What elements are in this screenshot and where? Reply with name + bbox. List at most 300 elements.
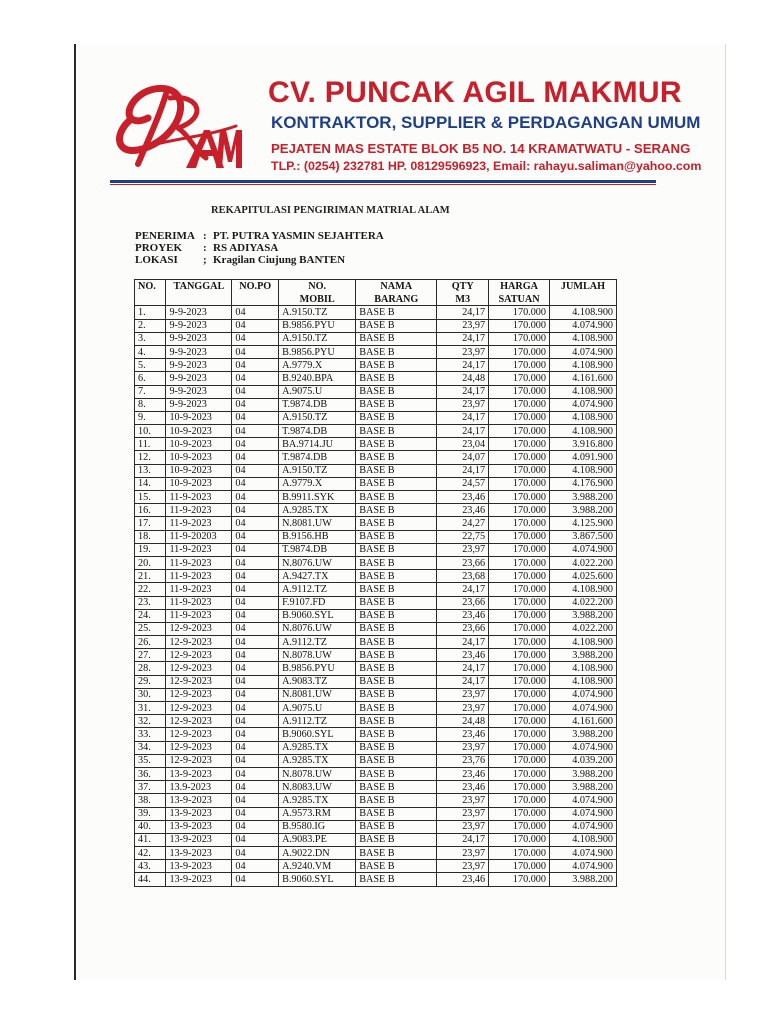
cell-no: 17.: [135, 517, 166, 530]
cell-no-mobil: B.9240.BPA: [279, 372, 356, 385]
header-nama-barang: NAMA: [356, 280, 437, 293]
header-tanggal-sub: [166, 293, 232, 306]
cell-harga: 170.000: [489, 372, 550, 385]
cell-tanggal: 10-9-2023: [166, 438, 232, 451]
cell-qty: 23,97: [437, 398, 489, 411]
cell-harga: 170.000: [489, 873, 550, 886]
cell-nama-barang: BASE B: [356, 767, 437, 780]
cell-qty: 24,17: [437, 385, 489, 398]
cell-harga: 170.000: [489, 794, 550, 807]
cell-tanggal: 13-9-2023: [166, 860, 232, 873]
cell-no-po: 04: [232, 807, 279, 820]
cell-qty: 23,76: [437, 754, 489, 767]
cell-no: 11.: [135, 438, 166, 451]
cell-qty: 24,17: [437, 636, 489, 649]
cell-nama-barang: BASE B: [356, 820, 437, 833]
cell-qty: 23,46: [437, 873, 489, 886]
cell-jumlah: 3.988.200: [549, 728, 616, 741]
cell-no: 10.: [135, 425, 166, 438]
table-row: [135, 451, 617, 464]
cell-jumlah: 4.108.900: [549, 675, 616, 688]
cell-jumlah: 4.074.900: [549, 398, 616, 411]
cell-no-mobil: N.8081.UW: [279, 688, 356, 701]
cell-qty: 23,97: [437, 847, 489, 860]
cell-harga: 170.000: [489, 332, 550, 345]
table-row: [135, 741, 617, 754]
table-row: [135, 464, 617, 477]
cell-no-po: 04: [232, 781, 279, 794]
cell-nama-barang: BASE B: [356, 411, 437, 424]
cell-no-mobil: N.8078.UW: [279, 649, 356, 662]
cell-qty: 23,66: [437, 622, 489, 635]
table-row: [135, 359, 617, 372]
company-tagline: KONTRAKTOR, SUPPLIER & PERDAGANGAN UMUM: [271, 113, 701, 132]
table-row: [135, 728, 617, 741]
table-row: [135, 622, 617, 635]
cell-jumlah: 4.074.900: [549, 820, 616, 833]
cell-no-po: 04: [232, 583, 279, 596]
cell-nama-barang: BASE B: [356, 860, 437, 873]
cell-tanggal: 12-9-2023: [166, 622, 232, 635]
cell-tanggal: 13-9-2023: [166, 807, 232, 820]
cell-qty: 23,68: [437, 570, 489, 583]
cell-tanggal: 9-9-2023: [166, 345, 232, 358]
cell-tanggal: 11-9-2023: [166, 583, 232, 596]
cell-jumlah: 4.176.900: [549, 477, 616, 490]
cell-tanggal: 10-9-2023: [166, 477, 232, 490]
cell-qty: 23,97: [437, 741, 489, 754]
cell-tanggal: 11-9-2023: [166, 543, 232, 556]
cell-qty: 24,17: [437, 464, 489, 477]
cell-tanggal: 12-9-2023: [166, 741, 232, 754]
table-row: [135, 609, 617, 622]
cell-jumlah: 3.988.200: [549, 873, 616, 886]
cell-tanggal: 12-9-2023: [166, 715, 232, 728]
cell-jumlah: 3.988.200: [549, 491, 616, 504]
cell-no: 43.: [135, 860, 166, 873]
cell-nama-barang: BASE B: [356, 728, 437, 741]
cell-no-mobil: N.8076.UW: [279, 622, 356, 635]
cell-tanggal: 10-9-2023: [166, 411, 232, 424]
company-address: PEJATEN MAS ESTATE BLOK B5 NO. 14 KRAMATWATU - SERANG: [271, 141, 691, 156]
header-rule-red: [110, 184, 656, 185]
cell-no-mobil: B.9156.HB: [279, 530, 356, 543]
cell-no: 34.: [135, 741, 166, 754]
cell-no-po: 04: [232, 385, 279, 398]
table-row: [135, 411, 617, 424]
cell-jumlah: 4.074.900: [549, 807, 616, 820]
cell-no: 33.: [135, 728, 166, 741]
cell-no: 14.: [135, 477, 166, 490]
cell-no-mobil: A.9285.TX: [279, 754, 356, 767]
cell-harga: 170.000: [489, 609, 550, 622]
cell-qty: 24,48: [437, 715, 489, 728]
cell-tanggal: 9-9-2023: [166, 332, 232, 345]
header-jumlah-sub: [549, 293, 616, 306]
header-harga: HARGA: [489, 280, 550, 293]
cell-no-po: 04: [232, 767, 279, 780]
cell-no-po: 04: [232, 675, 279, 688]
cell-no-mobil: A.9112.TZ: [279, 636, 356, 649]
cell-no: 29.: [135, 675, 166, 688]
cell-tanggal: 11-9-2023: [166, 517, 232, 530]
cell-tanggal: 9-9-2023: [166, 398, 232, 411]
cell-no: 39.: [135, 807, 166, 820]
cell-jumlah: 4.074.900: [549, 741, 616, 754]
cell-no: 22.: [135, 583, 166, 596]
cell-jumlah: 4.074.900: [549, 688, 616, 701]
cell-qty: 24,17: [437, 425, 489, 438]
cell-nama-barang: BASE B: [356, 675, 437, 688]
cell-no-po: 04: [232, 411, 279, 424]
cell-tanggal: 9-9-2023: [166, 359, 232, 372]
cell-jumlah: 4.074.900: [549, 794, 616, 807]
cell-qty: 23,97: [437, 543, 489, 556]
cell-qty: 24,27: [437, 517, 489, 530]
cell-tanggal: 13-9-2023: [166, 847, 232, 860]
cell-qty: 23,46: [437, 491, 489, 504]
cell-no: 26.: [135, 636, 166, 649]
cell-no-mobil: T.9874.DB: [279, 543, 356, 556]
cell-no-po: 04: [232, 332, 279, 345]
cell-no-po: 04: [232, 556, 279, 569]
cell-tanggal: 11-9-2023: [166, 596, 232, 609]
cell-harga: 170.000: [489, 491, 550, 504]
cell-tanggal: 10-9-2023: [166, 425, 232, 438]
cell-tanggal: 13-9-2023: [166, 767, 232, 780]
cell-harga: 170.000: [489, 543, 550, 556]
table-row: [135, 833, 617, 846]
cell-qty: 23,97: [437, 820, 489, 833]
table-row: [135, 398, 617, 411]
header-no-mobil: NO.: [279, 280, 356, 293]
field-label: LOKASI: [135, 254, 178, 266]
cell-no: 31.: [135, 702, 166, 715]
table-row: [135, 332, 617, 345]
cell-harga: 170.000: [489, 741, 550, 754]
cell-nama-barang: BASE B: [356, 662, 437, 675]
cell-no: 4.: [135, 345, 166, 358]
cell-no: 37.: [135, 781, 166, 794]
cell-nama-barang: BASE B: [356, 464, 437, 477]
table-row: [135, 794, 617, 807]
cell-nama-barang: BASE B: [356, 754, 437, 767]
cell-no-mobil: A.9150.TZ: [279, 411, 356, 424]
table-row: [135, 847, 617, 860]
cell-no: 2.: [135, 319, 166, 332]
cell-harga: 170.000: [489, 636, 550, 649]
cell-no: 3.: [135, 332, 166, 345]
cell-jumlah: 4.074.900: [549, 319, 616, 332]
cell-tanggal: 12-9-2023: [166, 636, 232, 649]
field-label: PROYEK: [135, 242, 183, 254]
cell-nama-barang: BASE B: [356, 306, 437, 319]
cell-jumlah: 4.161.600: [549, 715, 616, 728]
cell-qty: 24,07: [437, 451, 489, 464]
cell-harga: 170.000: [489, 583, 550, 596]
table-row: [135, 385, 617, 398]
cell-jumlah: 4.108.900: [549, 464, 616, 477]
cell-no-po: 04: [232, 477, 279, 490]
cell-harga: 170.000: [489, 728, 550, 741]
cell-harga: 170.000: [489, 596, 550, 609]
cell-harga: 170.000: [489, 438, 550, 451]
cell-jumlah: 3.916.800: [549, 438, 616, 451]
cell-tanggal: 9-9-2023: [166, 385, 232, 398]
cell-no-mobil: BA.9714.JU: [279, 438, 356, 451]
cell-no: 13.: [135, 464, 166, 477]
cell-no: 5.: [135, 359, 166, 372]
cell-harga: 170.000: [489, 702, 550, 715]
cell-harga: 170.000: [489, 530, 550, 543]
cell-no: 9.: [135, 411, 166, 424]
cell-harga: 170.000: [489, 662, 550, 675]
cell-no-mobil: A.9075.U: [279, 702, 356, 715]
cell-qty: 23,97: [437, 345, 489, 358]
table-row: [135, 372, 617, 385]
table-row: [135, 702, 617, 715]
shipment-table: [134, 279, 617, 887]
cell-nama-barang: BASE B: [356, 345, 437, 358]
cell-qty: 22,75: [437, 530, 489, 543]
cell-jumlah: 4.074.900: [549, 860, 616, 873]
table-row: [135, 530, 617, 543]
cell-no-po: 04: [232, 636, 279, 649]
cell-no-po: 04: [232, 860, 279, 873]
header-barang-sub: BARANG: [356, 293, 437, 306]
field-value: Kragilan Ciujung BANTEN: [213, 254, 346, 266]
cell-no-po: 04: [232, 702, 279, 715]
cell-qty: 24,17: [437, 332, 489, 345]
cell-no: 19.: [135, 543, 166, 556]
cell-harga: 170.000: [489, 345, 550, 358]
field-separator: :: [203, 230, 207, 242]
cell-nama-barang: BASE B: [356, 873, 437, 886]
cell-nama-barang: BASE B: [356, 596, 437, 609]
header-no-sub: [135, 293, 166, 306]
cell-qty: 23,46: [437, 767, 489, 780]
cell-no-mobil: A.9083.TZ: [279, 675, 356, 688]
cell-tanggal: 13-9-2023: [166, 833, 232, 846]
cell-qty: 24,17: [437, 662, 489, 675]
cell-no: 36.: [135, 767, 166, 780]
company-logo: [108, 74, 243, 174]
cell-jumlah: 4.108.900: [549, 583, 616, 596]
cell-no-mobil: B.9060.SYL: [279, 873, 356, 886]
cell-qty: 23,46: [437, 728, 489, 741]
cell-no-po: 04: [232, 662, 279, 675]
cell-jumlah: 4.108.900: [549, 411, 616, 424]
cell-no-po: 04: [232, 596, 279, 609]
cell-nama-barang: BASE B: [356, 609, 437, 622]
cell-no: 42.: [135, 847, 166, 860]
cell-no-po: 04: [232, 794, 279, 807]
cell-qty: 24,48: [437, 372, 489, 385]
cell-jumlah: 4.108.900: [549, 833, 616, 846]
table-row: [135, 504, 617, 517]
cell-harga: 170.000: [489, 504, 550, 517]
cell-nama-barang: BASE B: [356, 385, 437, 398]
cell-tanggal: 13-9-2023: [166, 873, 232, 886]
cell-no-po: 04: [232, 820, 279, 833]
field-separator: :: [203, 242, 207, 254]
cell-qty: 24,17: [437, 359, 489, 372]
cell-harga: 170.000: [489, 649, 550, 662]
table-row: [135, 596, 617, 609]
cell-nama-barang: BASE B: [356, 491, 437, 504]
cell-jumlah: 3.867.500: [549, 530, 616, 543]
cell-no-mobil: T.9874.DB: [279, 398, 356, 411]
cell-jumlah: 4.074.900: [549, 543, 616, 556]
cell-qty: 24,57: [437, 477, 489, 490]
table-row: [135, 306, 617, 319]
cell-nama-barang: BASE B: [356, 438, 437, 451]
cell-nama-barang: BASE B: [356, 332, 437, 345]
header-jumlah: JUMLAH: [549, 280, 616, 293]
cell-no: 7.: [135, 385, 166, 398]
cell-no: 16.: [135, 504, 166, 517]
cell-no-mobil: A.9285.TX: [279, 741, 356, 754]
cell-qty: 23,46: [437, 504, 489, 517]
cell-harga: 170.000: [489, 715, 550, 728]
cell-tanggal: 12-9-2023: [166, 702, 232, 715]
header-no-po: NO.PO: [232, 280, 279, 293]
cell-tanggal: 12-9-2023: [166, 675, 232, 688]
cell-harga: 170.000: [489, 675, 550, 688]
cell-harga: 170.000: [489, 464, 550, 477]
cell-qty: 23,97: [437, 794, 489, 807]
cell-qty: 23,97: [437, 702, 489, 715]
header-mobil-sub: MOBIL: [279, 293, 356, 306]
cell-no: 8.: [135, 398, 166, 411]
cell-no-po: 04: [232, 649, 279, 662]
cell-nama-barang: BASE B: [356, 622, 437, 635]
cell-qty: 23,97: [437, 688, 489, 701]
cell-no: 18.: [135, 530, 166, 543]
cell-qty: 23,46: [437, 609, 489, 622]
cell-jumlah: 4.161.600: [549, 372, 616, 385]
cell-no-po: 04: [232, 438, 279, 451]
table-row: [135, 491, 617, 504]
cell-nama-barang: BASE B: [356, 583, 437, 596]
cell-jumlah: 4.108.900: [549, 385, 616, 398]
cell-jumlah: 4.022.200: [549, 596, 616, 609]
cell-nama-barang: BASE B: [356, 517, 437, 530]
cell-nama-barang: BASE B: [356, 649, 437, 662]
table-row: [135, 820, 617, 833]
header-rule-blue: [110, 180, 656, 183]
cell-harga: 170.000: [489, 319, 550, 332]
cell-no-mobil: A.9112.TZ: [279, 583, 356, 596]
field-value: PT. PUTRA YASMIN SEJAHTERA: [213, 230, 384, 242]
cell-no-po: 04: [232, 464, 279, 477]
cell-jumlah: 4.022.200: [549, 556, 616, 569]
cell-no-po: 04: [232, 306, 279, 319]
cell-tanggal: 13-9-2023: [166, 794, 232, 807]
table-row: [135, 662, 617, 675]
cell-no-mobil: A.9150.TZ: [279, 464, 356, 477]
field-penerima: [135, 230, 384, 242]
cell-harga: 170.000: [489, 306, 550, 319]
cell-tanggal: 9-9-2023: [166, 306, 232, 319]
cell-harga: 170.000: [489, 754, 550, 767]
cell-no-po: 04: [232, 319, 279, 332]
cell-nama-barang: BASE B: [356, 794, 437, 807]
cell-no-mobil: A.9285.TX: [279, 794, 356, 807]
cell-tanggal: 12-9-2023: [166, 662, 232, 675]
cell-tanggal: 9-9-2023: [166, 319, 232, 332]
cell-no-mobil: A.9779.X: [279, 477, 356, 490]
cell-nama-barang: BASE B: [356, 847, 437, 860]
cell-jumlah: 4.108.900: [549, 425, 616, 438]
cell-no: 23.: [135, 596, 166, 609]
cell-jumlah: 3.988.200: [549, 649, 616, 662]
cell-harga: 170.000: [489, 359, 550, 372]
cell-tanggal: 12-9-2023: [166, 728, 232, 741]
cell-harga: 170.000: [489, 398, 550, 411]
cell-nama-barang: BASE B: [356, 556, 437, 569]
cell-nama-barang: BASE B: [356, 359, 437, 372]
table-row: [135, 754, 617, 767]
cell-jumlah: 4.108.900: [549, 662, 616, 675]
table-body: [135, 306, 617, 886]
cell-no-po: 04: [232, 728, 279, 741]
cell-jumlah: 4.125.900: [549, 517, 616, 530]
cell-no-po: 04: [232, 398, 279, 411]
cell-qty: 24,17: [437, 583, 489, 596]
table-row: [135, 873, 617, 886]
cell-no-mobil: B.9856.PYU: [279, 345, 356, 358]
cell-nama-barang: BASE B: [356, 372, 437, 385]
cell-jumlah: 4.074.900: [549, 702, 616, 715]
header-m3-sub: M3: [437, 293, 489, 306]
cell-no: 30.: [135, 688, 166, 701]
cell-no-mobil: A.9075.U: [279, 385, 356, 398]
document-title: REKAPITULASI PENGIRIMAN MATRIAL ALAM: [211, 205, 450, 216]
field-separator: ;: [203, 254, 207, 266]
cell-no: 44.: [135, 873, 166, 886]
cell-nama-barang: BASE B: [356, 702, 437, 715]
cell-no-mobil: B.9060.SYL: [279, 728, 356, 741]
cell-no-po: 04: [232, 754, 279, 767]
cell-no-mobil: B.9856.PYU: [279, 662, 356, 675]
cell-no-po: 04: [232, 833, 279, 846]
header-tanggal: TANGGAL: [166, 280, 232, 293]
cell-no-mobil: A.9240.VM: [279, 860, 356, 873]
cell-harga: 170.000: [489, 781, 550, 794]
cell-no-mobil: A.9573.RM: [279, 807, 356, 820]
cell-no: 32.: [135, 715, 166, 728]
cell-nama-barang: BASE B: [356, 688, 437, 701]
table-row: [135, 517, 617, 530]
cell-jumlah: 4.091.900: [549, 451, 616, 464]
table-row: [135, 807, 617, 820]
cell-no-po: 04: [232, 345, 279, 358]
cell-nama-barang: BASE B: [356, 504, 437, 517]
table-row: [135, 543, 617, 556]
cell-no: 24.: [135, 609, 166, 622]
cell-no: 40.: [135, 820, 166, 833]
cell-no-mobil: A.9150.TZ: [279, 332, 356, 345]
table-row: [135, 715, 617, 728]
cell-no-po: 04: [232, 688, 279, 701]
table-row: [135, 860, 617, 873]
cell-no-mobil: N.8083.UW: [279, 781, 356, 794]
cell-no-po: 04: [232, 491, 279, 504]
cell-no-mobil: N.8076.UW: [279, 556, 356, 569]
header-no-po-sub: [232, 293, 279, 306]
cell-no: 21.: [135, 570, 166, 583]
